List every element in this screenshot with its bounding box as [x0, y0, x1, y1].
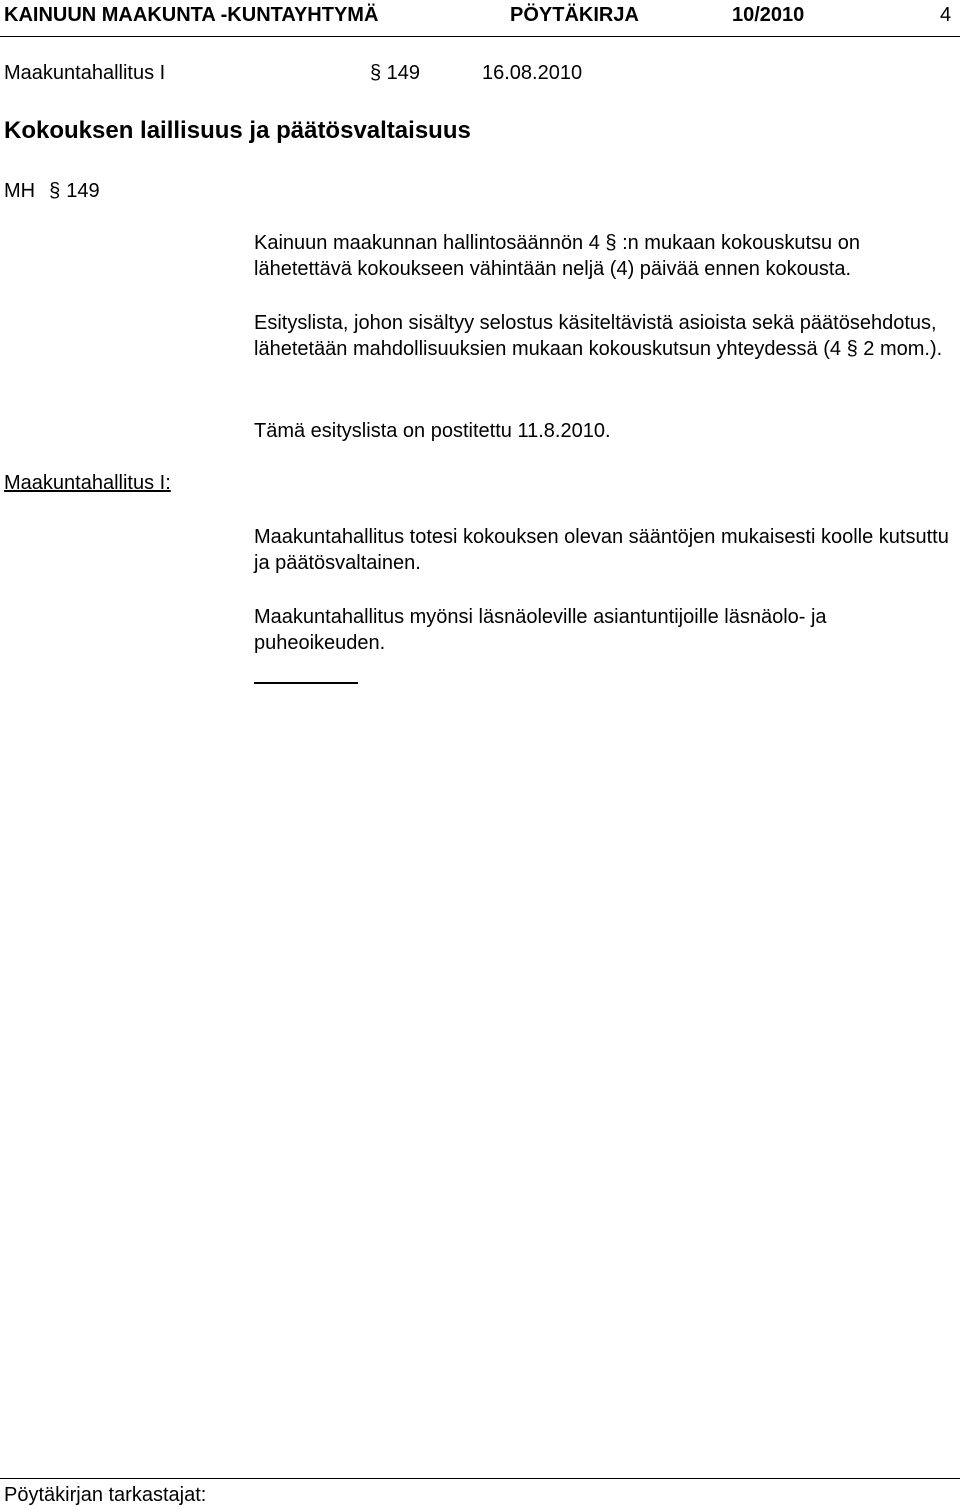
page-title: Kokouksen laillisuus ja päätösvaltaisuus	[4, 117, 471, 144]
case-reference	[4, 178, 100, 204]
organization-name: KAINUUN MAAKUNTA -KUNTAYHTYMÄ	[4, 4, 379, 26]
decision-label: Maakuntahallitus I:	[4, 472, 171, 494]
section-symbol: §	[49, 180, 61, 202]
case-number: 149	[66, 180, 100, 202]
document-type: PÖYTÄKIRJA	[510, 4, 639, 26]
footer-divider	[0, 1478, 960, 1479]
meeting-date: 16.08.2010	[482, 62, 583, 84]
meeting-body: Maakuntahallitus I	[4, 62, 166, 84]
issue-number: 10/2010	[732, 4, 805, 26]
page-number: 4	[940, 4, 952, 26]
paragraph-decision-quorum: Maakuntahallitus totesi kokouksen olevan sääntöjen mukaisesti koolle kutsuttu ja päätösvaltainen.	[254, 526, 949, 574]
section-number: § 149	[370, 62, 421, 84]
header-divider	[0, 36, 960, 37]
paragraph-invitation-rule: Kainuun maakunnan hallintosäännön 4 § :n mukaan kokouskutsu on lähetettävä kokoukseen vähintään neljä (4) päivää ennen kokousta.	[254, 232, 860, 280]
end-rule	[254, 682, 358, 684]
case-prefix: MH	[4, 180, 36, 202]
paragraph-agenda-rule: Esityslista, johon sisältyy selostus käsiteltävistä asioista sekä päätösehdotus, lähetetään mahdollisuuksien mukaan kokouskutsun yhteydessä (4 § 2 mom.).	[254, 312, 943, 360]
paragraph-decision-experts: Maakuntahallitus myönsi läsnäoleville asiantuntijoille läsnäolo- ja puheoikeuden.	[254, 606, 827, 654]
footer-verifiers-label: Pöytäkirjan tarkastajat:	[4, 1484, 207, 1506]
paragraph-posting-date: Tämä esityslista on postitettu 11.8.2010.	[254, 420, 611, 442]
